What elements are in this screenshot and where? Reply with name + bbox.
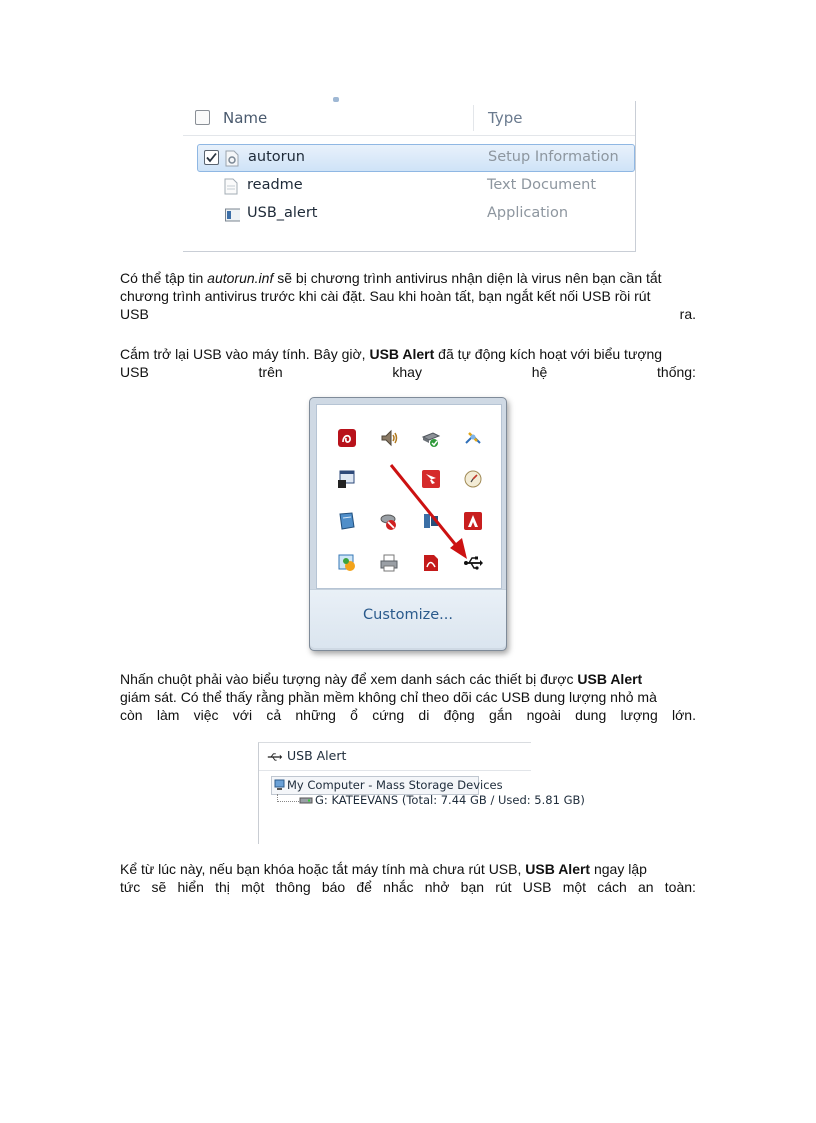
text-line: Cắm trở lại USB vào máy tính. Bây giờ, USB Alert đã tự động kích hoạt với biểu tượng xyxy=(120,346,663,362)
system-tray-overflow xyxy=(309,397,507,651)
text-line: USB trên khay hệ thống: xyxy=(120,364,696,380)
clock-icon[interactable] xyxy=(463,469,483,489)
file-type: Application xyxy=(487,205,569,221)
drive-icon xyxy=(299,796,313,805)
notes-icon[interactable] xyxy=(337,511,357,531)
file-row-readme[interactable] xyxy=(197,173,633,199)
printer-icon[interactable] xyxy=(379,553,399,573)
panel-title: USB Alert xyxy=(287,748,347,763)
device-icon[interactable] xyxy=(421,511,441,531)
messenger-icon[interactable] xyxy=(337,553,357,573)
text-file-icon xyxy=(224,178,238,195)
paragraph-plug-usb xyxy=(120,345,696,381)
file-name: readme xyxy=(247,177,303,193)
acrobat-swirl-icon[interactable] xyxy=(337,428,357,448)
pdf-tool-icon[interactable] xyxy=(421,469,441,489)
network-icon[interactable] xyxy=(463,428,483,448)
file-type: Setup Information xyxy=(488,149,619,165)
speaker-icon[interactable] xyxy=(379,428,399,448)
checkmark-icon xyxy=(205,151,218,164)
usb-icon[interactable] xyxy=(463,553,483,573)
text-line: Có thể tập tin autorun.inf sẽ bị chương trình antivirus nhận diện là virus nên bạn cần tắt xyxy=(120,270,662,286)
computer-icon xyxy=(274,779,285,791)
text-line: Nhấn chuột phải vào biểu tượng này để xem danh sách các thiết bị được USB Alert xyxy=(120,671,643,687)
settings-file-icon xyxy=(225,150,239,167)
text-line: còn làm việc với cả những ổ cứng di động gắn ngoài dung lượng lớn. xyxy=(120,707,696,723)
row-checkbox[interactable] xyxy=(204,150,219,165)
usb-alert-panel xyxy=(258,742,585,844)
file-type: Text Document xyxy=(487,177,597,193)
acrobat-reader-icon[interactable] xyxy=(421,553,441,573)
text-line: giám sát. Có thể thấy rằng phần mềm không chỉ theo dõi các USB dung lượng nhỏ mà xyxy=(120,689,657,705)
tree-node-label: My Computer - Mass Storage Devices xyxy=(287,778,503,792)
name-column-header[interactable]: Name xyxy=(223,109,268,127)
file-name: autorun xyxy=(248,149,305,165)
tree-connector xyxy=(277,801,299,803)
tray-icon-grid xyxy=(316,404,502,589)
file-row-autorun[interactable] xyxy=(197,144,635,172)
file-name: USB_alert xyxy=(247,205,318,221)
column-header xyxy=(183,101,635,136)
adobe-icon[interactable] xyxy=(463,511,483,531)
antivirus-icon[interactable] xyxy=(379,511,399,531)
usb-icon xyxy=(267,751,283,763)
file-row-usb-alert[interactable] xyxy=(197,201,633,227)
divider xyxy=(259,770,531,771)
application-icon xyxy=(224,206,240,223)
paragraph-right-click xyxy=(120,670,696,724)
column-separator[interactable] xyxy=(473,105,474,131)
network-drive-icon[interactable] xyxy=(421,428,441,448)
select-all-checkbox[interactable] xyxy=(195,110,210,125)
text-line: USB ra. xyxy=(120,306,696,322)
file-list-screenshot xyxy=(183,101,636,252)
text-line: Kể từ lúc này, nếu bạn khóa hoặc tắt máy tính mà chưa rút USB, USB Alert ngay lập xyxy=(120,861,647,877)
type-column-header[interactable]: Type xyxy=(488,109,523,127)
text-line: tức sẽ hiển thị một thông báo để nhắc nhở bạn rút USB một cách an toàn: xyxy=(120,879,696,895)
paragraph-safe-removal xyxy=(120,860,696,896)
text-line: chương trình antivirus trước khi cài đặt. Sau khi hoàn tất, bạn ngắt kết nối USB rồi rút xyxy=(120,288,651,304)
paragraph-disable-antivirus xyxy=(120,269,696,323)
window-app-icon[interactable] xyxy=(337,469,357,489)
customize-link-area xyxy=(310,589,506,648)
device-entry[interactable]: G: KATEEVANS (Total: 7.44 GB / Used: 5.81 GB) xyxy=(315,793,585,807)
customize-link[interactable]: Customize... xyxy=(363,607,453,623)
